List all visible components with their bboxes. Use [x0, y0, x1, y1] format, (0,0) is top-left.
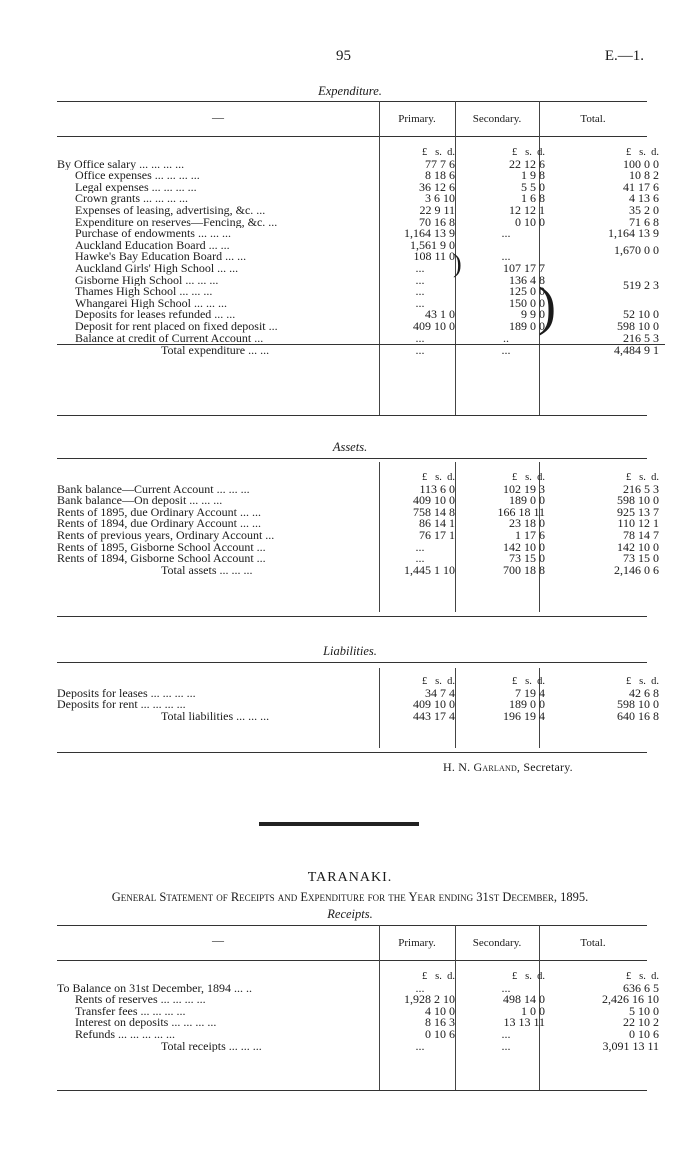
row-total: 73 15 0 — [623, 553, 659, 565]
table-row — [57, 495, 665, 507]
row-secondary: 73 15 0 — [509, 553, 545, 565]
receipts-col-total: Total. — [580, 937, 606, 949]
row-secondary: 1 6 8 — [521, 193, 545, 205]
row-total: 636 6 5 — [623, 982, 659, 995]
row-description: Balance at credit of Current Account ... — [75, 332, 264, 345]
table-row — [57, 699, 665, 711]
assets-title: Assets. — [332, 440, 368, 454]
table-row — [57, 298, 665, 310]
row-primary: 70 16 8 — [419, 216, 455, 229]
taranaki-heading: TARANAKI. — [307, 870, 393, 885]
row-description: By Office salary ... ... ... ... — [57, 158, 185, 171]
assets-table — [57, 472, 665, 576]
row-total: 1,670 0 0 — [614, 245, 659, 257]
row-secondary: 142 10 0 — [503, 541, 545, 554]
row-total: 925 13 7 — [617, 506, 659, 519]
row-secondary: 12 12 1 — [509, 204, 545, 217]
row-secondary: 5 5 0 — [521, 181, 545, 194]
page-number: 95 — [336, 48, 351, 64]
assets-bottom-rule — [57, 616, 647, 617]
section-divider — [259, 822, 419, 826]
row-description: Rents of 1894, Gisborne School Account ... — [57, 553, 266, 565]
row-secondary: 22 12 6 — [509, 158, 545, 171]
table-row — [57, 484, 665, 496]
receipts-units-row: £ s. d. £ s. d. £ s. d. — [422, 971, 659, 982]
receipts-dash-header: — — [212, 933, 224, 947]
row-primary: 409 10 0 — [413, 320, 455, 333]
total-secondary: 700 18 8 — [503, 564, 545, 577]
page-reference: E.—1. — [604, 48, 644, 64]
table-row — [57, 1017, 665, 1029]
table-row — [57, 542, 665, 554]
table-row — [57, 553, 665, 565]
row-total: 4 13 6 — [629, 193, 659, 205]
table-row — [57, 507, 665, 519]
row-description: Deposits for rent ... ... ... ... — [57, 699, 186, 711]
row-description: Thames High School ... ... ... — [75, 286, 213, 298]
table-row — [57, 170, 665, 182]
row-primary: 1,164 13 9 — [404, 228, 455, 240]
row-total — [551, 263, 665, 275]
row-primary: 43 1 0 — [425, 309, 455, 321]
row-primary: ... — [415, 553, 425, 565]
row-total: 598 10 0 — [617, 699, 659, 711]
signature — [443, 760, 573, 775]
row-total: 42 6 8 — [629, 687, 659, 700]
row-total: 35 2 0 — [629, 204, 659, 217]
row-primary: 77 7 6 — [425, 158, 455, 171]
row-description: Auckland Girls' High School ... ... — [75, 262, 239, 275]
total-primary: ... — [415, 344, 425, 357]
receipts-header-rule — [57, 960, 647, 961]
row-description: Bank balance—On deposit ... ... ... — [57, 495, 223, 507]
row-total: 41 17 6 — [623, 181, 659, 194]
table-row — [57, 1029, 665, 1041]
row-description: Deposits for leases ... ... ... ... — [57, 687, 196, 700]
row-secondary: 9 9 0 — [521, 309, 545, 321]
row-secondary: 189 0 0 — [509, 699, 545, 711]
row-primary: 86 14 1 — [419, 518, 455, 530]
row-secondary: ... — [501, 1028, 511, 1041]
row-total — [551, 298, 665, 310]
assets-units-row: £ s. d. £ s. d. £ s. d. — [422, 472, 659, 483]
assets-top-rule — [57, 458, 647, 459]
row-description: Purchase of endowments ... ... ... — [75, 228, 231, 240]
row-description: Deposit for rent placed on fixed deposit ... — [75, 320, 278, 333]
table-row — [57, 1006, 665, 1018]
row-total: 78 14 7 — [623, 529, 659, 542]
liabilities-table — [57, 676, 665, 722]
row-description: Hawke's Bay Education Board ... ... — [75, 251, 247, 263]
table-row — [57, 205, 665, 217]
row-secondary — [461, 240, 551, 252]
units-primary: £ s. d. — [422, 147, 455, 158]
row-total: 22 10 2 — [623, 1017, 659, 1029]
page-header — [0, 48, 700, 68]
row-total: 10 8 2 — [629, 170, 659, 182]
total-secondary: 196 19 4 — [503, 710, 545, 723]
total-label: Total liabilities ... ... ... — [161, 710, 270, 723]
row-primary: ... — [415, 541, 425, 554]
row-total: 216 5 3 — [623, 332, 659, 345]
row-total: 598 10 0 — [617, 495, 659, 507]
row-total: 100 0 0 — [623, 158, 659, 171]
total-primary: 443 17 4 — [413, 710, 455, 723]
row-total: 5 10 0 — [629, 1005, 659, 1018]
row-secondary: 498 14 0 — [503, 994, 545, 1006]
row-description: Expenditure on reserves—Fencing, &c. ... — [75, 216, 278, 229]
row-description: Deposits for leases refunded ... ... — [75, 309, 236, 321]
brace-high-schools: ) — [538, 276, 556, 336]
table-row — [57, 309, 665, 321]
row-description: Refunds ... ... ... ... ... — [75, 1028, 175, 1041]
total-total: 4,484 9 1 — [614, 344, 659, 357]
row-secondary: ... — [501, 251, 511, 263]
liabilities-title: Liabilities. — [323, 644, 377, 658]
row-description: Expenses of leasing, advertising, &c. ... — [75, 204, 266, 217]
row-description: Bank balance—Current Account ... ... ... — [57, 483, 250, 496]
row-description: Rents of 1895, Gisborne School Account ... — [57, 541, 266, 554]
table-row — [57, 217, 665, 229]
table-row — [57, 994, 665, 1006]
liabilities-total-row — [57, 711, 665, 723]
total-total: 3,091 13 11 — [602, 1040, 659, 1053]
receipts-table — [57, 971, 665, 1052]
row-description: Transfer fees ... ... ... ... — [75, 1005, 186, 1018]
row-primary: ... — [415, 262, 425, 275]
total-label: Total expenditure ... ... — [161, 344, 270, 357]
liabilities-top-rule — [57, 662, 647, 663]
row-secondary: 23 18 0 — [509, 518, 545, 530]
receipts-col-secondary: Secondary. — [472, 937, 522, 949]
row-total: 52 10 0 — [623, 309, 659, 321]
table-row — [57, 530, 665, 542]
row-primary: 3 6 10 — [425, 193, 455, 205]
row-primary: 8 18 6 — [425, 170, 455, 182]
expenditure-total-row — [57, 345, 665, 357]
expenditure-table — [57, 147, 665, 357]
expenditure-top-rule — [57, 101, 647, 102]
units-secondary: £ s. d. — [512, 147, 545, 158]
row-secondary: 13 13 11 — [503, 1017, 545, 1029]
row-description: Interest on deposits ... ... ... ... — [75, 1017, 217, 1029]
row-description: Whangarei High School ... ... ... — [75, 297, 227, 310]
total-total: 640 16 8 — [617, 710, 659, 723]
row-secondary: ... — [501, 982, 511, 995]
expenditure-title: Expenditure. — [318, 84, 382, 98]
total-label: Total assets ... ... ... — [161, 564, 253, 577]
row-total: 71 6 8 — [629, 216, 659, 229]
row-description: Gisborne High School ... ... ... — [75, 274, 219, 287]
expenditure-units-row — [57, 147, 665, 159]
table-row — [57, 688, 665, 700]
table-row — [57, 983, 665, 995]
table-row — [57, 193, 665, 205]
row-total: 519 2 3 — [623, 280, 659, 292]
signature-name: H. N. Garland, — [443, 760, 521, 774]
row-primary: 409 10 0 — [413, 699, 455, 711]
assets-total-row — [57, 565, 665, 577]
expenditure-bottom-rule — [57, 415, 647, 416]
expenditure-dash-header: — — [212, 110, 224, 124]
table-row — [57, 182, 665, 194]
row-primary: 8 16 3 — [425, 1017, 455, 1029]
table-row — [57, 263, 665, 275]
row-total: 598 10 0 — [617, 320, 659, 333]
row-total: 1,164 13 9 — [608, 228, 659, 240]
row-description: To Balance on 31st December, 1894 ... .. — [57, 982, 252, 995]
receipts-bottom-rule — [57, 1090, 647, 1091]
row-description: Office expenses ... ... ... ... — [75, 170, 200, 182]
row-secondary: 1 9 8 — [521, 170, 545, 182]
row-secondary: 0 10 0 — [515, 216, 545, 229]
row-secondary: 166 18 11 — [497, 506, 545, 519]
row-primary: 758 14 8 — [413, 506, 455, 519]
expenditure-header-rule — [57, 136, 647, 137]
receipts-total-row — [57, 1041, 665, 1053]
row-primary: ... — [415, 286, 425, 298]
row-secondary: ... — [501, 228, 511, 240]
row-secondary: 189 0 0 — [509, 320, 545, 333]
liabilities-bottom-rule — [57, 752, 647, 753]
row-primary: 1,561 9 0 — [410, 239, 455, 252]
receipts-top-rule — [57, 925, 647, 926]
row-primary: ... — [415, 982, 425, 995]
table-row — [57, 333, 665, 345]
row-description: Rents of 1894, due Ordinary Account ... ... — [57, 518, 261, 530]
row-secondary: 1 17 6 — [515, 529, 545, 542]
row-primary: 108 11 0 — [413, 251, 455, 263]
total-secondary: ... — [501, 344, 511, 357]
receipts-col-primary: Primary. — [398, 937, 436, 949]
row-secondary: 7 19 4 — [515, 687, 545, 700]
row-primary: 1,928 2 10 — [404, 994, 455, 1006]
row-primary: 113 6 0 — [419, 483, 455, 496]
row-primary: 4 10 0 — [425, 1005, 455, 1018]
liabilities-units-row: £ s. d. £ s. d. £ s. d. — [422, 676, 659, 687]
row-secondary: 136 4 8 — [509, 274, 545, 287]
row-primary: 36 12 6 — [419, 181, 455, 194]
expenditure-col-secondary: Secondary. — [472, 113, 522, 125]
row-total: 216 5 3 — [623, 483, 659, 496]
row-primary: 0 10 6 — [425, 1028, 455, 1041]
row-secondary: 107 17 7 — [503, 262, 545, 275]
row-primary: ... — [415, 332, 425, 345]
row-secondary: .. — [503, 332, 509, 345]
row-secondary: 1 0 0 — [521, 1005, 545, 1018]
row-primary: 34 7 4 — [425, 687, 455, 700]
expenditure-col-primary: Primary. — [398, 113, 436, 125]
expenditure-col-total: Total. — [580, 113, 606, 125]
total-label: Total receipts ... ... ... — [161, 1040, 262, 1053]
row-description: Rents of previous years, Ordinary Account ... — [57, 529, 275, 542]
table-row — [57, 286, 665, 298]
table-row — [57, 228, 665, 240]
total-primary: ... — [415, 1040, 425, 1053]
row-total: 2,426 16 10 — [602, 994, 659, 1006]
signature-title: Secretary. — [523, 760, 573, 774]
units-total: £ s. d. — [626, 147, 659, 158]
row-primary: 22 9 11 — [419, 204, 455, 217]
total-primary: 1,445 1 10 — [404, 564, 455, 577]
row-primary: 76 17 1 — [419, 529, 455, 542]
row-secondary: 102 19 3 — [503, 483, 545, 496]
row-description: Legal expenses ... ... ... ... — [75, 181, 197, 194]
brace-education-boards: ) — [453, 249, 462, 278]
row-description: Rents of 1895, due Ordinary Account ... ... — [57, 506, 261, 519]
table-row — [57, 321, 665, 333]
total-total: 2,146 0 6 — [614, 564, 659, 577]
row-description: Rents of reserves ... ... ... ... — [75, 994, 206, 1006]
row-secondary: 125 0 0 — [509, 286, 545, 298]
row-secondary: 189 0 0 — [509, 495, 545, 507]
receipts-title: Receipts. — [327, 907, 373, 921]
table-row — [57, 159, 665, 171]
row-description: Crown grants ... ... ... ... — [75, 193, 188, 205]
row-primary: 409 10 0 — [413, 495, 455, 507]
table-row — [57, 518, 665, 530]
total-secondary: ... — [501, 1040, 511, 1053]
row-total: 142 10 0 — [617, 541, 659, 554]
row-description: Auckland Education Board ... ... — [75, 239, 230, 252]
row-total: 0 10 6 — [629, 1028, 659, 1041]
general-statement-title: General Statement of Receipts and Expenditure for the Year ending 31st December, 1895. — [111, 890, 589, 904]
row-secondary: 150 0 0 — [509, 297, 545, 310]
row-primary: ... — [415, 297, 425, 310]
table-row — [57, 251, 665, 263]
row-primary: ... — [415, 274, 425, 287]
row-total: 110 12 1 — [617, 518, 659, 530]
